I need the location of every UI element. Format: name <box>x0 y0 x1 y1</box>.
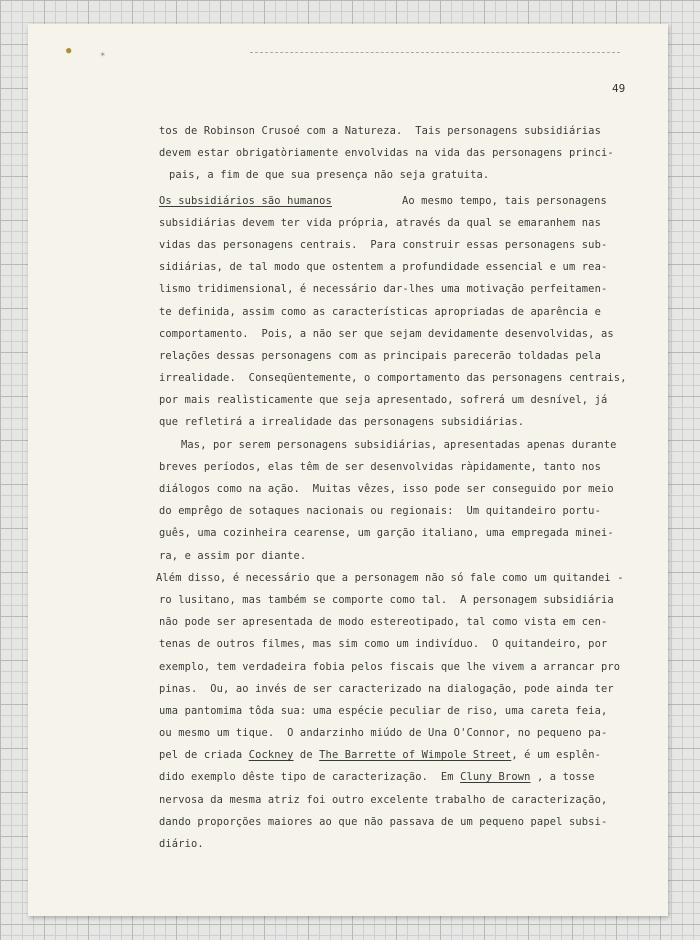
text-fragment: , a tosse <box>530 771 595 784</box>
text-line: por mais realìsticamente que seja apresentado, sofrerá um desnível, já <box>159 394 608 407</box>
text-line: ra, e assim por diante. <box>159 549 307 562</box>
paper-speck: ● <box>66 46 72 56</box>
paper-speck: ✶ <box>100 50 106 60</box>
text-line: pinas. Ou, ao invés de ser caracterizado na dialogação, pode ainda ter <box>159 682 614 695</box>
text-line: te definida, assim como as características apropriadas de aparência e <box>159 305 601 318</box>
text-line: tos de Robinson Crusoé com a Natureza. Tais personagens subsidiárias <box>159 125 601 137</box>
text-line: relações dessas personagens com as principais parecerão toldadas pela <box>159 349 601 362</box>
text-line: exemplo, tem verdadeira fobia pelos fiscais que lhe vivem a arrancar pro <box>159 660 621 673</box>
film-title: The Barrette of Wimpole Street <box>319 749 512 762</box>
page-edge-mark <box>250 52 620 53</box>
text-line: sidiárias, de tal modo que ostentem a profundidade essencial e um rea- <box>159 261 608 274</box>
term-cockney: Cockney <box>248 749 294 762</box>
text-line: subsidiárias devem ter vida própria, através da qual se emaranhem nas <box>159 216 601 229</box>
text-line: breves períodos, elas têm de ser desenvolvidas ràpidamente, tanto nos <box>159 460 601 473</box>
text-line: ou mesmo um tique. O andarzinho miúdo de Una O'Connor, no pequeno pa- <box>159 727 608 740</box>
text-line: vidas das personagens centrais. Para construir essas personagens sub- <box>159 238 608 251</box>
text-line: diário. <box>159 838 204 850</box>
text-line: nervosa da mesma atriz foi outro excelente trabalho de caracterização, <box>159 793 608 806</box>
text-fragment: de <box>293 749 320 762</box>
text-line: tenas de outros filmes, mas sim como um indivíduo. O quitandeiro, por <box>159 638 608 651</box>
text-line <box>159 190 639 212</box>
text-line: Mas, por serem personagens subsidiárias, apresentadas apenas durante <box>181 438 617 451</box>
text-line: uma pantomima tôda sua: uma espécie peculiar de riso, uma careta feia, <box>159 704 608 717</box>
film-title: Cluny Brown <box>460 771 531 784</box>
text-line: dando proporções maiores ao que não passava de um pequeno papel subsi- <box>159 815 608 828</box>
text-line: do emprêgo de sotaques nacionais ou regionais: Um quitandeiro portu- <box>159 505 601 518</box>
text-line: que refletirá a irrealidade das personagens subsidiárias. <box>159 416 525 429</box>
section-heading: Os subsidiários são humanos <box>159 194 332 207</box>
text-fragment: , é um esplên- <box>511 749 602 762</box>
text-line: ro lusitano, mas também se comporte como tal. A personagem subsidiária <box>159 593 614 606</box>
text-line: irrealidade. Conseqüentemente, o comportamento das personagens centrais, <box>159 372 627 385</box>
text-line <box>159 766 639 788</box>
text-line: devem estar obrigatòriamente envolvidas na vida das personagens princi- <box>159 147 614 160</box>
text-line: não pode ser apresentada de modo estereotipado, tal como vista em cen- <box>159 616 608 629</box>
text-line: Além disso, é necessário que a personagem não só fale como um quitandei - <box>156 571 624 584</box>
text-fragment: Ao mesmo tempo, tais personagens <box>401 194 607 207</box>
text-line: diálogos como na ação. Muitas vêzes, isso pode ser conseguido por meio <box>159 483 614 495</box>
text-line: guês, uma cozinheira cearense, um garção italiano, uma empregada minei- <box>159 527 614 540</box>
text-line: pais, a fim de que sua presença não seja gratuita. <box>169 169 490 182</box>
page-number: 49 <box>612 82 626 95</box>
text-line <box>159 744 639 766</box>
page-body <box>156 120 639 855</box>
text-fragment: pel de criada <box>159 749 249 762</box>
text-line: comportamento. Pois, a não ser que sejam devidamente desenvolvidas, as <box>159 327 614 340</box>
text-fragment: dido exemplo dêste tipo de caracterização. Em <box>159 771 461 784</box>
text-line: lismo tridimensional, é necessário dar-lhes uma motivação perfeitamen- <box>159 283 608 296</box>
